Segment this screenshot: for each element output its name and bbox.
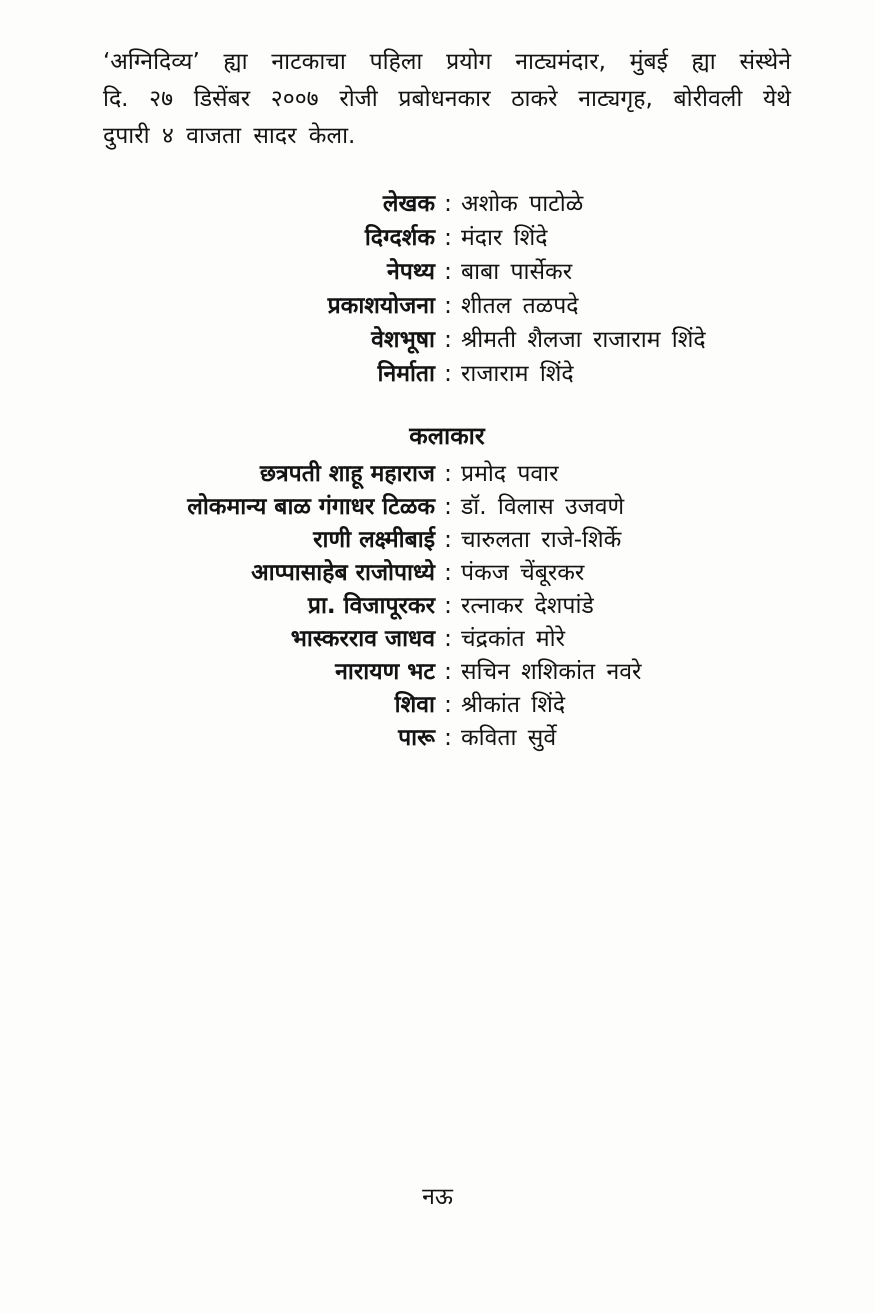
cast-row: [103, 555, 791, 588]
cast-actor: चारुलता राजे-शिर्के: [461, 527, 622, 553]
cast-character: भास्करराव जाधव: [290, 626, 435, 652]
colon-separator: :: [444, 593, 452, 619]
credit-row: [103, 356, 791, 390]
credit-role: वेशभूषा: [371, 327, 435, 353]
credit-row: [103, 254, 791, 288]
cast-row: [103, 720, 791, 753]
credit-value: शीतल तळपदे: [461, 293, 579, 319]
credit-row: [103, 220, 791, 254]
cast-row: [103, 654, 791, 687]
intro-line-2: दि. २७ डिसेंबर २००७ रोजी प्रबोधनकार ठाकरे नाट्यगृह, बोरीवली येथे: [103, 86, 791, 112]
credit-row: [103, 288, 791, 322]
cast-row: [103, 456, 791, 489]
credit-role: लेखक: [382, 191, 435, 217]
colon-separator: :: [444, 626, 452, 652]
performance-note-paragraph: [103, 44, 791, 155]
cast-actor: पंकज चेंबूरकर: [461, 560, 585, 586]
credit-value: अशोक पाटोळे: [461, 191, 584, 217]
cast-row: [103, 522, 791, 555]
cast-character: प्रा. विजापूरकर: [307, 593, 435, 619]
cast-row: [103, 621, 791, 654]
credit-role: नेपथ्य: [386, 259, 435, 285]
cast-actor: चंद्रकांत मोरे: [461, 626, 565, 652]
cast-actor: प्रमोद पवार: [461, 461, 559, 487]
colon-separator: :: [444, 725, 452, 751]
credit-value: श्रीमती शैलजा राजाराम शिंदे: [461, 327, 706, 353]
page-number: नऊ: [422, 1184, 453, 1210]
credit-value: मंदार शिंदे: [461, 225, 548, 251]
credit-row: [103, 186, 791, 220]
credit-row: [103, 322, 791, 356]
cast-actor: डॉ. विलास उजवणे: [461, 494, 625, 520]
cast-actor: सचिन शशिकांत नवरे: [461, 659, 642, 685]
cast-character: राणी लक्ष्मीबाई: [313, 527, 435, 553]
colon-separator: :: [444, 527, 452, 553]
cast-heading: कलाकार: [409, 422, 485, 450]
intro-line-1: ‘अग्निदिव्य’ ह्या नाटकाचा पहिला प्रयोग नाट्यमंदार, मुंबई ह्या संस्थेने: [103, 49, 791, 75]
colon-separator: :: [444, 461, 452, 487]
cast-row: [103, 687, 791, 720]
cast-character: आप्पासाहेब राजोपाध्ये: [251, 560, 435, 586]
credit-value: बाबा पार्सेकर: [461, 259, 573, 285]
cast-actor: श्रीकांत शिंदे: [461, 692, 566, 718]
cast-row: [103, 489, 791, 522]
colon-separator: :: [444, 361, 452, 387]
colon-separator: :: [444, 191, 452, 217]
colon-separator: :: [444, 259, 452, 285]
cast-character: नारायण भट: [335, 659, 435, 685]
cast-character: शिवा: [394, 692, 435, 718]
production-credits-list: [103, 186, 791, 390]
colon-separator: :: [444, 494, 452, 520]
credit-value: राजाराम शिंदे: [461, 361, 574, 387]
credit-role: दिग्दर्शक: [364, 225, 435, 251]
credit-role: प्रकाशयोजना: [327, 293, 435, 319]
intro-line-3: दुपारी ४ वाजता सादर केला.: [103, 123, 356, 149]
colon-separator: :: [444, 293, 452, 319]
colon-separator: :: [444, 692, 452, 718]
colon-separator: :: [444, 659, 452, 685]
colon-separator: :: [444, 225, 452, 251]
cast-character: छत्रपती शाहू महाराज: [259, 461, 435, 487]
cast-character: पारू: [398, 725, 435, 751]
cast-list: [103, 456, 791, 753]
colon-separator: :: [444, 560, 452, 586]
cast-character: लोकमान्य बाळ गंगाधर टिळक: [187, 494, 435, 520]
cast-actor: रत्नाकर देशपांडे: [461, 593, 594, 619]
cast-row: [103, 588, 791, 621]
cast-actor: कविता सुर्वे: [461, 725, 557, 751]
colon-separator: :: [444, 327, 452, 353]
credit-role: निर्माता: [377, 361, 435, 387]
